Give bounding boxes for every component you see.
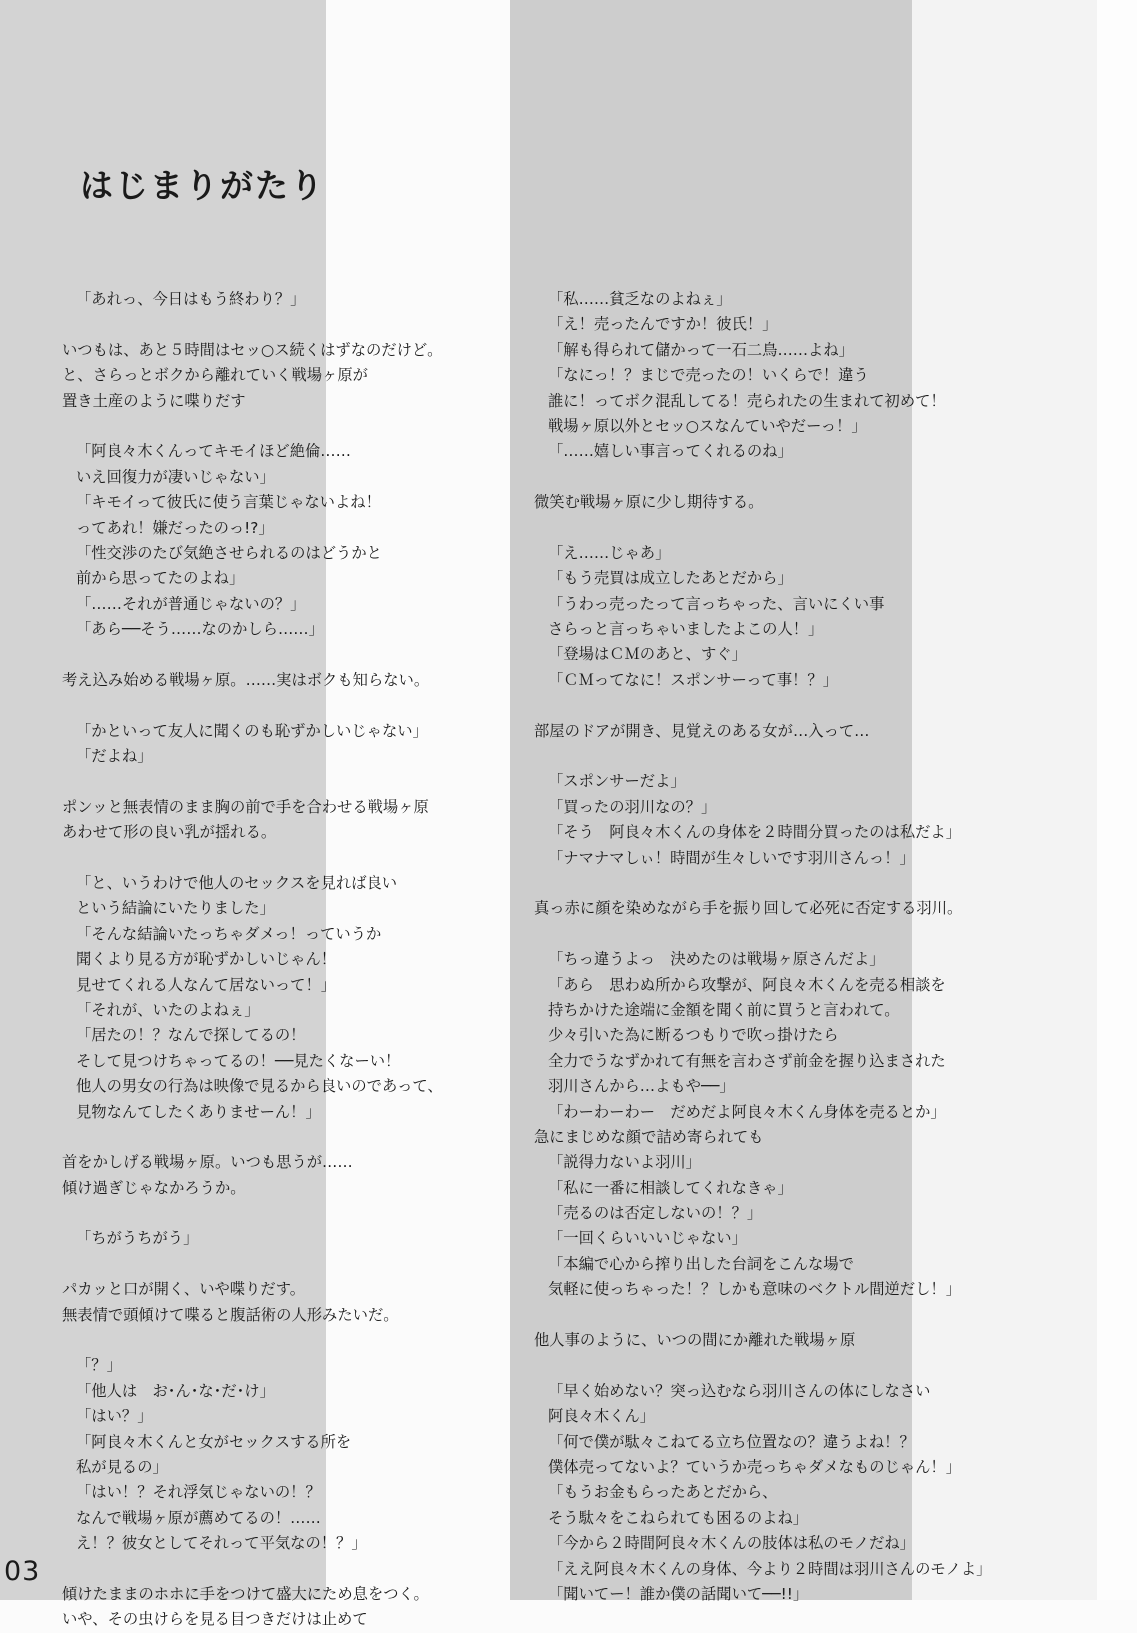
text-line: 「え！売ったんですか！彼氏！」 [548, 315, 778, 334]
text-line: 「早く始めない？突っ込むなら羽川さんの体にしなさい [548, 1381, 931, 1400]
blank-line [62, 1201, 532, 1226]
blank-line [534, 693, 1054, 718]
text-line: あわせて形の良い乳が揺れる。 [62, 823, 277, 842]
text-line: 「阿良々木くんってキモイほど絶倫…… [76, 442, 351, 461]
text-line: 「説得力ないよ羽川」 [548, 1153, 701, 1172]
blank-line [62, 846, 532, 871]
text-line: 「私……貧乏なのよねぇ」 [548, 290, 732, 308]
text-line: 「？」 [76, 1356, 122, 1375]
text-line: 「他人は お･ん･な･だ･け」 [76, 1381, 275, 1400]
blank-line [62, 642, 532, 667]
text-line: 「と、いうわけで他人のセックスを見れば良い [76, 873, 398, 892]
blank-line [62, 1252, 532, 1277]
page-title: はじまりがたり [80, 166, 325, 205]
text-line: という結論にいたりました」 [76, 899, 275, 918]
text-line: 微笑む戦場ヶ原に少し期待する。 [534, 493, 764, 512]
text-line: 「解も得られて儲かって一石二鳥……よね」 [548, 340, 854, 359]
text-line: 羽川さんから…よもや──」 [548, 1077, 735, 1096]
blank-line [534, 465, 1054, 490]
text-line: 「もう売買は成立したあとだから」 [548, 569, 793, 588]
blank-line [62, 769, 532, 794]
text-line: 置き土産のように喋りだす [62, 391, 246, 410]
text-line: 真っ赤に顔を染めながら手を振り回して必死に否定する羽川。 [534, 899, 963, 918]
text-line: 「何で僕が駄々こねてる立ち位置なの？違うよね！？ [548, 1432, 915, 1451]
blank-line [62, 414, 532, 439]
blank-line [534, 1303, 1054, 1328]
text-line: 「あら──そう……なのかしら……」 [76, 620, 324, 639]
text-line: 傾けたままのホホに手をつけて盛大にため息をつく。 [62, 1584, 429, 1603]
text-line: と、さらっとボクから離れていく戦場ヶ原が [62, 366, 368, 385]
right-text-column [534, 287, 1054, 1607]
text-line: 「ええ阿良々木くんの身体、今より２時間は羽川さんのモノよ」 [548, 1559, 992, 1578]
text-line: 「……嬉しい事言ってくれるのね」 [548, 442, 793, 461]
blank-line [62, 1328, 532, 1353]
text-line: 部屋のドアが開き、見覚えのある女が…入って… [534, 721, 870, 740]
text-line: 気軽に使っちゃった！？しかも意味のベクトル間逆だし！」 [548, 1280, 962, 1299]
text-line: さらっと言っちゃいましたよこの人！」 [548, 620, 824, 639]
text-line: 「今から２時間阿良々木くんの肢体は私のモノだね」 [548, 1534, 915, 1553]
text-line: 急にまじめな顔で詰め寄られても [534, 1127, 764, 1146]
text-line: 「居たの！？なんで探してるの！ [76, 1026, 306, 1045]
text-line: 「はい？」 [76, 1407, 153, 1426]
text-line: 「ナマナマしぃ！時間が生々しいです羽川さんっ！」 [548, 848, 915, 867]
text-line: 私が見るの」 [76, 1457, 168, 1476]
text-line: 前から思ってたのよね」 [76, 569, 245, 588]
text-line: 「はい！？それ浮気じゃないの！？ [76, 1483, 321, 1502]
text-line: 「あれっ、今日はもう終わり？」 [76, 290, 306, 308]
text-line: 全力でうなずかれて有無を言わさず前金を握り込まされた [548, 1051, 946, 1070]
text-line: 「そう 阿良々木くんの身体を２時間分買ったのは私だよ」 [548, 823, 962, 842]
blank-line [534, 871, 1054, 896]
text-line: 「私に一番に相談してくれなきゃ」 [548, 1178, 793, 1197]
text-line: そう駄々をこねられても困るのよね」 [548, 1508, 809, 1527]
text-line: 持ちかけた途端に金額を聞く前に買うと言われて。 [548, 1000, 900, 1019]
page-number: 03 [4, 1556, 41, 1587]
left-text-column [62, 287, 532, 1633]
text-line: 「本編で心から搾り出した台詞をこんな場で [548, 1254, 854, 1273]
blank-line [534, 922, 1054, 947]
text-line: 傾け過ぎじゃなかろうか。 [62, 1178, 246, 1197]
blank-line [534, 1353, 1054, 1378]
text-line: 「スポンサーだよ」 [548, 772, 686, 791]
background-stripe [1097, 0, 1137, 1600]
blank-line [534, 744, 1054, 769]
text-line: 少々引いた為に断るつもりで吹っ掛けたら [548, 1026, 839, 1045]
text-line: 「かといって友人に聞くのも恥ずかしいじゃない」 [76, 721, 428, 740]
text-line: 「一回くらいいいじゃない」 [548, 1229, 747, 1248]
text-line: 「なにっ！？まじで売ったの！いくらで！違う [548, 366, 869, 385]
text-line: 「性交渉のたび気絶させられるのはどうかと [76, 543, 382, 562]
text-line: 「買ったの羽川なの？」 [548, 797, 717, 816]
text-line: 「聞いてー！誰か僕の話聞いて──!!」 [548, 1584, 809, 1603]
text-line: そして見つけちゃってるの！──見たくなーい！ [76, 1051, 401, 1070]
text-line: 「もうお金もらったあとだから、 [548, 1483, 778, 1502]
text-line: 「うわっ売ったって言っちゃった、言いにくい事 [548, 594, 885, 613]
text-line: ポンッと無表情のまま胸の前で手を合わせる戦場ヶ原 [62, 797, 429, 816]
text-line: 「ちっ違うよっ 決めたのは戦場ヶ原さんだよ」 [548, 950, 885, 969]
text-line: 無表情で頭傾けて喋ると腹話術の人形みたいだ。 [62, 1305, 399, 1324]
text-line: 「だよね」 [76, 747, 153, 766]
blank-line [62, 312, 532, 337]
text-line: 「そんな結論いたっちゃダメっ！っていうか [76, 924, 382, 943]
text-line: 「ＣＭってなに！スポンサーって事！？」 [548, 670, 839, 689]
text-line: 「ちがうちがう」 [76, 1229, 199, 1248]
blank-line [62, 693, 532, 718]
text-line: 首をかしげる戦場ヶ原。いつも思うが…… [62, 1153, 353, 1172]
text-line: 「わーわーわー だめだよ阿良々木くん身体を売るとか」 [548, 1102, 946, 1121]
text-line: 見物なんてしたくありませーん！」 [76, 1102, 321, 1121]
text-line: 聞くより見る方が恥ずかしいじゃん！ [76, 950, 337, 969]
text-line: 「阿良々木くんと女がセックスする所を [76, 1432, 352, 1451]
text-line: 考え込み始める戦場ヶ原。……実はボクも知らない。 [62, 670, 430, 689]
text-line: 他人の男女の行為は映像で見るから良いのであって、 [76, 1077, 443, 1096]
text-line: 「え……じゃあ」 [548, 543, 671, 562]
text-line: 誰に！ってボク混乱してる！売られたの生まれて初めて！ [548, 391, 946, 410]
text-line: 「あら 思わぬ所から攻撃が、阿良々木くんを売る相談を [548, 975, 946, 994]
blank-line [62, 1557, 532, 1582]
text-line: いえ回復力が凄いじゃない」 [76, 467, 275, 486]
text-line: 「キモイって彼氏に使う言葉じゃないよね！ [76, 493, 381, 512]
blank-line [534, 516, 1054, 541]
text-line: 「それが、いたのよねぇ」 [76, 1000, 260, 1019]
text-line: え！？彼女としてそれって平気なの！？」 [76, 1534, 367, 1553]
text-line: 僕体売ってないよ？ていうか売っちゃダメなものじゃん！」 [548, 1457, 962, 1476]
text-line: ってあれ！嫌だったのっ!?」 [76, 518, 274, 537]
text-line: パカッと口が開く、いや喋りだす。 [62, 1280, 306, 1299]
text-line: 戦場ヶ原以外とセッ○スなんていやだーっ！」 [548, 416, 867, 435]
text-line: 「売るのは否定しないの！？」 [548, 1204, 763, 1223]
blank-line [62, 1125, 532, 1150]
text-line: 見せてくれる人なんて居ないって！」 [76, 975, 337, 994]
text-line: いや、その虫けらを見る目つきだけは止めて [62, 1610, 368, 1629]
text-line: 「登場はＣＭのあと、すぐ」 [548, 645, 747, 664]
text-line: なんで戦場ヶ原が薦めてるの！…… [76, 1508, 321, 1527]
text-line: 他人事のように、いつの間にか離れた戦場ヶ原 [534, 1331, 856, 1350]
text-line: 阿良々木くん」 [548, 1407, 656, 1426]
text-line: いつもは、あと５時間はセッ○ス続くはずなのだけど。 [62, 340, 443, 359]
text-line: 「……それが普通じゃないの？」 [76, 594, 306, 613]
